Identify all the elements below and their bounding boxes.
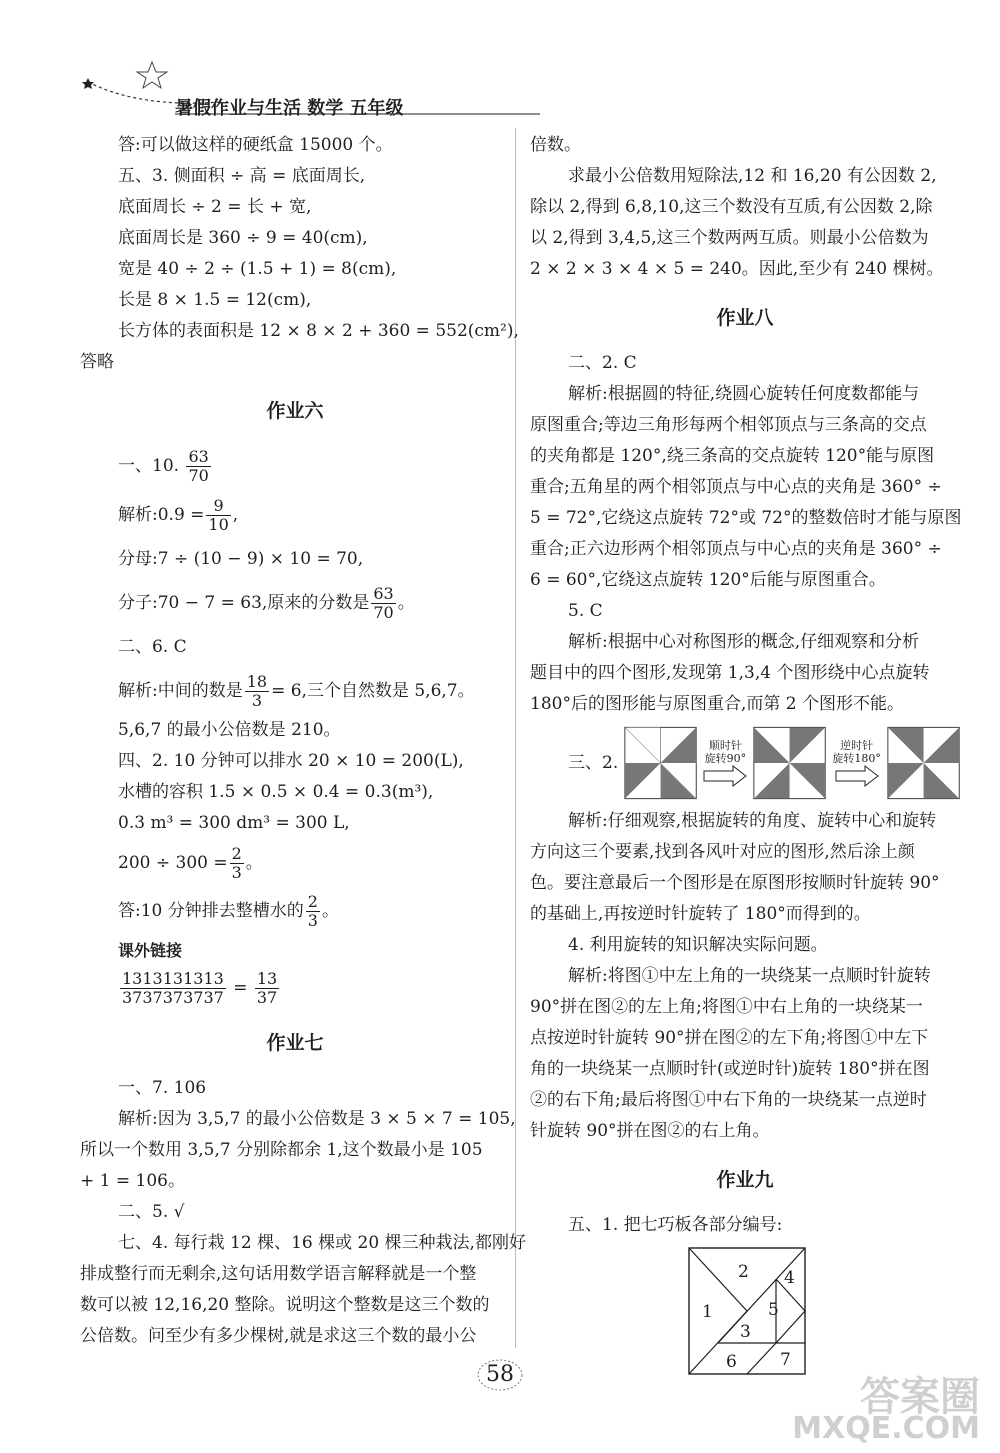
text-line: 分母:7 ÷ (10 − 9) × 10 = 70, — [118, 549, 364, 569]
text-line: 所以一个数用 3,5,7 分别除都余 1,这个数最小是 105 — [80, 1140, 483, 1160]
section-title-8: 作业八 — [716, 307, 774, 329]
text-line: 原图重合;等边三角形每两个相邻顶点与三条高的交点 — [530, 415, 927, 435]
tangram-label-4: 4 — [784, 1268, 795, 1288]
fraction: $\frac{63}{70}$ — [373, 584, 394, 622]
tangram-label-2: 2 — [738, 1262, 749, 1282]
header-title: 暑假作业与生活 数学 五年级 — [175, 98, 404, 119]
text-line: 答略 — [80, 352, 114, 372]
text-line: 5,6,7 的最小公倍数是 210。 — [118, 720, 341, 740]
fraction: $\frac{2}{3}$ — [231, 844, 242, 882]
text-line: 倍数。 — [530, 135, 581, 155]
extra-link-formula: $\frac{1313131313}{3737373737}$ = $\frac{13}{37}$ — [122, 969, 278, 1007]
text-line: 解析:根据中心对称图形的概念,仔细观察和分析 — [568, 632, 920, 652]
text-line: 底面周长是 360 ÷ 9 = 40(cm), — [118, 228, 368, 248]
pinwheel-figure: 三、2. 顺时针 旋转90° 逆时针 旋转180° — [530, 720, 960, 806]
pinwheel-1 — [624, 721, 697, 805]
right-arrow-icon — [835, 765, 879, 787]
text-line: 90°拼在图②的左上角;将图①中右上角的一块绕某一 — [530, 997, 923, 1017]
text-line: 答:可以做这样的硬纸盒 15000 个。 — [118, 135, 393, 155]
text-line: 解析:将图①中左上角的一块绕某一点顺时针旋转 — [568, 966, 931, 986]
text-line: 题目中的四个图形,发现第 1,3,4 个图形绕中心点旋转 — [530, 663, 930, 683]
text-line: 除以 2,得到 6,8,10,这三个数没有互质,有公因数 2,除 — [530, 197, 933, 217]
text-line: 四、2. 10 分钟可以排水 20 × 10 = 200(L), — [118, 751, 464, 771]
text-line: + 1 = 106。 — [80, 1171, 185, 1191]
text-line: 点按逆时针旋转 90°拼在图②的左下角;将图①中左下 — [530, 1028, 929, 1048]
watermark: 答案圈 MXQE.COM — [792, 1374, 980, 1446]
answer-line: 一、10. $\frac{63}{70}$ — [118, 447, 209, 485]
text-line: 公倍数。问至少有多少棵树,就是求这三个数的最小公 — [80, 1326, 477, 1346]
right-column — [530, 130, 960, 1386]
text-line: 重合;五角星的两个相邻顶点与中心点的夹角是 360° ÷ — [530, 477, 942, 497]
fraction: $\frac{2}{3}$ — [307, 892, 318, 930]
text-line: 一、7. 106 — [118, 1078, 207, 1098]
text-line: 五、3. 侧面积 ÷ 高 = 底面周长, — [118, 166, 366, 186]
text-line: 重合;正六边形两个相邻顶点与中心点的夹角是 360° ÷ — [530, 539, 942, 559]
text-line: 解析:根据圆的特征,绕圆心旋转任何度数都能与 — [568, 384, 920, 404]
text-line: 4. 利用旋转的知识解决实际问题。 — [568, 935, 828, 955]
section-title-6: 作业六 — [266, 400, 324, 422]
text-line: 以 2,得到 3,4,5,这三个数两两互质。则最小公倍数为 — [530, 228, 929, 248]
text-line: 针旋转 90°拼在图②的右上角。 — [530, 1121, 770, 1141]
text-line: 求最小公倍数用短除法,12 和 16,20 有公因数 2, — [568, 166, 937, 186]
fraction: $\frac{63}{70}$ — [188, 447, 209, 485]
text-line: 五、1. 把七巧板各部分编号: — [568, 1215, 783, 1235]
left-column — [80, 130, 526, 1352]
fraction: $\frac{13}{37}$ — [256, 969, 278, 1007]
text-line: 的基础上,再按逆时针旋转了 180°而得到的。 — [530, 904, 871, 924]
text-line: 180°后的图形能与原图重合,而第 2 个图形不能。 — [530, 694, 904, 714]
tangram-label-7: 7 — [780, 1350, 791, 1370]
text-line: 宽是 40 ÷ 2 ÷ (1.5 + 1) = 8(cm), — [118, 259, 397, 279]
fraction: $\frac{18}{3}$ — [246, 672, 268, 710]
text-line: 底面周长 ÷ 2 = 长 + 宽, — [118, 197, 312, 217]
text-line: 解析:因为 3,5,7 的最小公倍数是 3 × 5 × 7 = 105, — [118, 1109, 516, 1129]
text-line: 的夹角都是 120°,绕三条高的交点旋转 120°能与原图 — [530, 446, 935, 466]
text-line: 七、4. 每行栽 12 棵、16 棵或 20 棵三种栽法,都刚好 — [118, 1233, 526, 1253]
arrow-clockwise: 顺时针 旋转90° — [703, 739, 747, 787]
tangram-label-6: 6 — [726, 1352, 737, 1372]
text-line: 长方体的表面积是 12 × 8 × 2 + 360 = 552(cm²), — [118, 321, 519, 341]
text-line: 角的一块绕某一点顺时针(或逆时针)旋转 180°拼在图 — [530, 1059, 930, 1079]
arrow-counterclockwise: 逆时针 旋转180° — [832, 739, 881, 787]
extra-link-heading: 课外链接 — [118, 941, 183, 960]
answer-line: 解析:中间的数是 $\frac{18}{3}$ = 6,三个自然数是 5,6,7。 — [118, 672, 475, 710]
text-line: 6 = 60°,它绕这点旋转 120°后能与原图重合。 — [530, 570, 886, 590]
text-line: 二、6. C — [118, 637, 187, 657]
text-line: 0.3 m³ = 300 dm³ = 300 L, — [118, 813, 350, 833]
answer-line: 解析:0.9 = $\frac{9}{10}$ , — [118, 496, 239, 534]
text-line: 色。要注意最后一个图形是在原图形按顺时针旋转 90° — [530, 873, 940, 893]
page-number: 58 — [470, 1355, 530, 1395]
text-line: 2 × 2 × 3 × 4 × 5 = 240。因此,至少有 240 棵树。 — [530, 259, 944, 279]
fraction: $\frac{1313131313}{3737373737}$ — [122, 969, 224, 1007]
text-line: 方向这三个要素,找到各风叶对应的图形,然后涂上颜 — [530, 842, 915, 862]
column-divider — [515, 128, 516, 1348]
pinwheel-3 — [887, 721, 960, 805]
text-line: 二、2. C — [568, 353, 637, 373]
section-title-7: 作业七 — [266, 1032, 324, 1054]
tangram-label-1: 1 — [702, 1302, 713, 1322]
answer-line: 200 ÷ 300 = $\frac{2}{3}$ 。 — [118, 844, 263, 882]
text-line: 5 = 72°,它绕这点旋转 72°或 72°的整数倍时才能与原图 — [530, 508, 962, 528]
text-line: 排成整行而无剩余,这句话用数学语言解释就是一个整 — [80, 1264, 477, 1284]
text-line: 长是 8 × 1.5 = 12(cm), — [118, 290, 312, 310]
answer-line: 分子:70 − 7 = 63,原来的分数是 $\frac{63}{70}$ 。 — [118, 584, 415, 622]
pinwheel-2 — [753, 721, 826, 805]
answer-line: 答:10 分钟排去整槽水的 $\frac{2}{3}$ 。 — [118, 892, 339, 930]
text-line: 5. C — [568, 601, 603, 621]
text-line: 数可以被 12,16,20 整除。说明这个整数是这三个数的 — [80, 1295, 490, 1315]
right-arrow-icon — [703, 765, 747, 787]
tangram-label-5: 5 — [768, 1300, 779, 1320]
text-line: ②的右下角;最后将图①中右下角的一块绕某一点逆时 — [530, 1090, 927, 1110]
text-line: 二、5. √ — [118, 1202, 185, 1222]
text-line: 解析:仔细观察,根据旋转的角度、旋转中心和旋转 — [568, 811, 937, 831]
tangram-figure — [688, 1247, 806, 1375]
fraction: $\frac{9}{10}$ — [208, 496, 229, 534]
text-line: 水槽的容积 1.5 × 0.5 × 0.4 = 0.3(m³), — [118, 782, 434, 802]
section-title-9: 作业九 — [716, 1169, 774, 1191]
tangram-label-3: 3 — [740, 1322, 751, 1342]
